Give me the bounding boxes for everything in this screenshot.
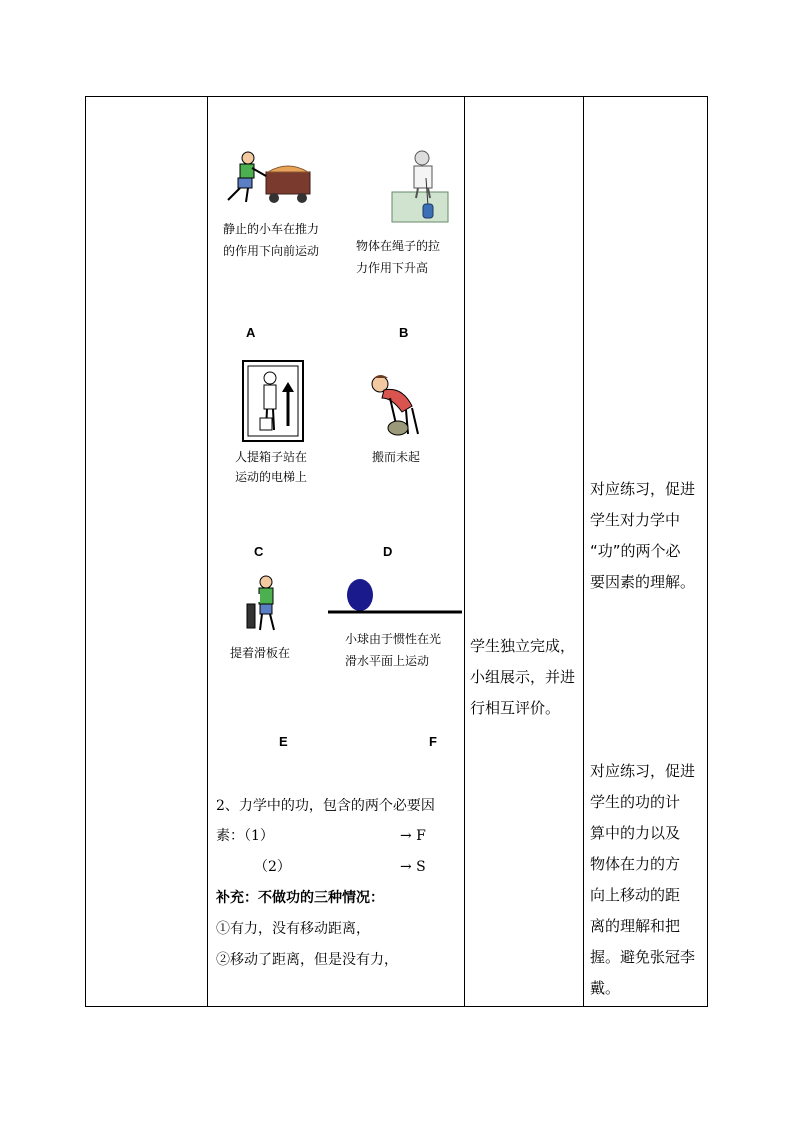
design-intent-line: 要因素的理解。	[590, 573, 696, 591]
ball-on-plane-illustration	[328, 578, 462, 618]
design-intent-line: 物体在力的方	[590, 855, 681, 873]
design-intent-line: 握。避免张冠李	[590, 948, 696, 966]
boy-caption: 提着滑板在	[230, 646, 291, 660]
column-divider	[207, 97, 208, 1006]
student-activity-line: 学生独立完成，	[470, 637, 576, 655]
supplement-item1: ①有力，没有移动距离，	[216, 921, 370, 937]
design-intent-line: 学生的功的计	[590, 793, 681, 811]
column-divider	[464, 97, 465, 1006]
figure-label-d: D	[383, 544, 393, 559]
elevator-illustration	[242, 360, 304, 442]
design-intent-line: 对应练习，促进	[590, 480, 696, 498]
question2-arrow-s: → S	[400, 859, 426, 875]
column-divider	[583, 97, 584, 1006]
cart-caption-line1: 静止的小车在推力	[223, 222, 320, 236]
ball-caption-line1: 小球由于惯性在光	[345, 632, 442, 646]
figure-label-a: A	[246, 325, 256, 340]
student-activity-line: 行相互评价。	[470, 699, 561, 717]
student-activity-line: 小组展示，并进	[470, 668, 576, 686]
lift-fail-illustration	[362, 372, 428, 440]
cart-caption-line2: 的作用下向前运动	[223, 244, 320, 258]
skateboard-boy-illustration	[244, 574, 284, 636]
design-intent-line: 离的理解和把	[590, 917, 681, 935]
figure-label-f: F	[429, 734, 437, 749]
ball-caption-line2: 滑水平面上运动	[345, 654, 430, 668]
figure-label-b: B	[399, 325, 409, 340]
student-activity	[470, 631, 580, 724]
figure-label-c: C	[254, 544, 264, 559]
rope-caption-line2: 力作用下升高	[356, 261, 429, 275]
elevator-caption-line2: 运动的电梯上	[235, 470, 308, 482]
push-cart-illustration	[218, 150, 314, 210]
rope-lift-illustration	[390, 148, 450, 224]
lift-fail-caption: 搬而未起	[372, 450, 421, 464]
design-intent-line: 向上移动的距	[590, 886, 681, 904]
design-intent-line: 戴。	[590, 979, 621, 997]
design-intent-line: 学生对力学中	[590, 511, 681, 529]
question2-arrow-f: → F	[400, 828, 426, 844]
supplement-title: 补充：不做功的三种情况：	[216, 890, 384, 906]
design-intent-line: “功”的两个必	[590, 542, 681, 560]
design-intent-line: 对应练习，促进	[590, 762, 696, 780]
design-intent-1	[590, 474, 702, 598]
question2-line2: 素：（1）	[216, 828, 274, 844]
rope-caption-line1: 物体在绳子的拉	[356, 239, 441, 253]
supplement-item2: ②移动了距离，但是没有力，	[216, 952, 398, 968]
design-intent-line: 算中的力以及	[590, 824, 681, 842]
question2-line1: 2、力学中的功，包含的两个必要因	[216, 798, 435, 814]
figure-label-e: E	[279, 734, 288, 749]
design-intent-2	[590, 756, 702, 1004]
question2-line3: （2）	[254, 859, 291, 875]
elevator-caption-line1: 人提箱子站在	[235, 450, 308, 464]
